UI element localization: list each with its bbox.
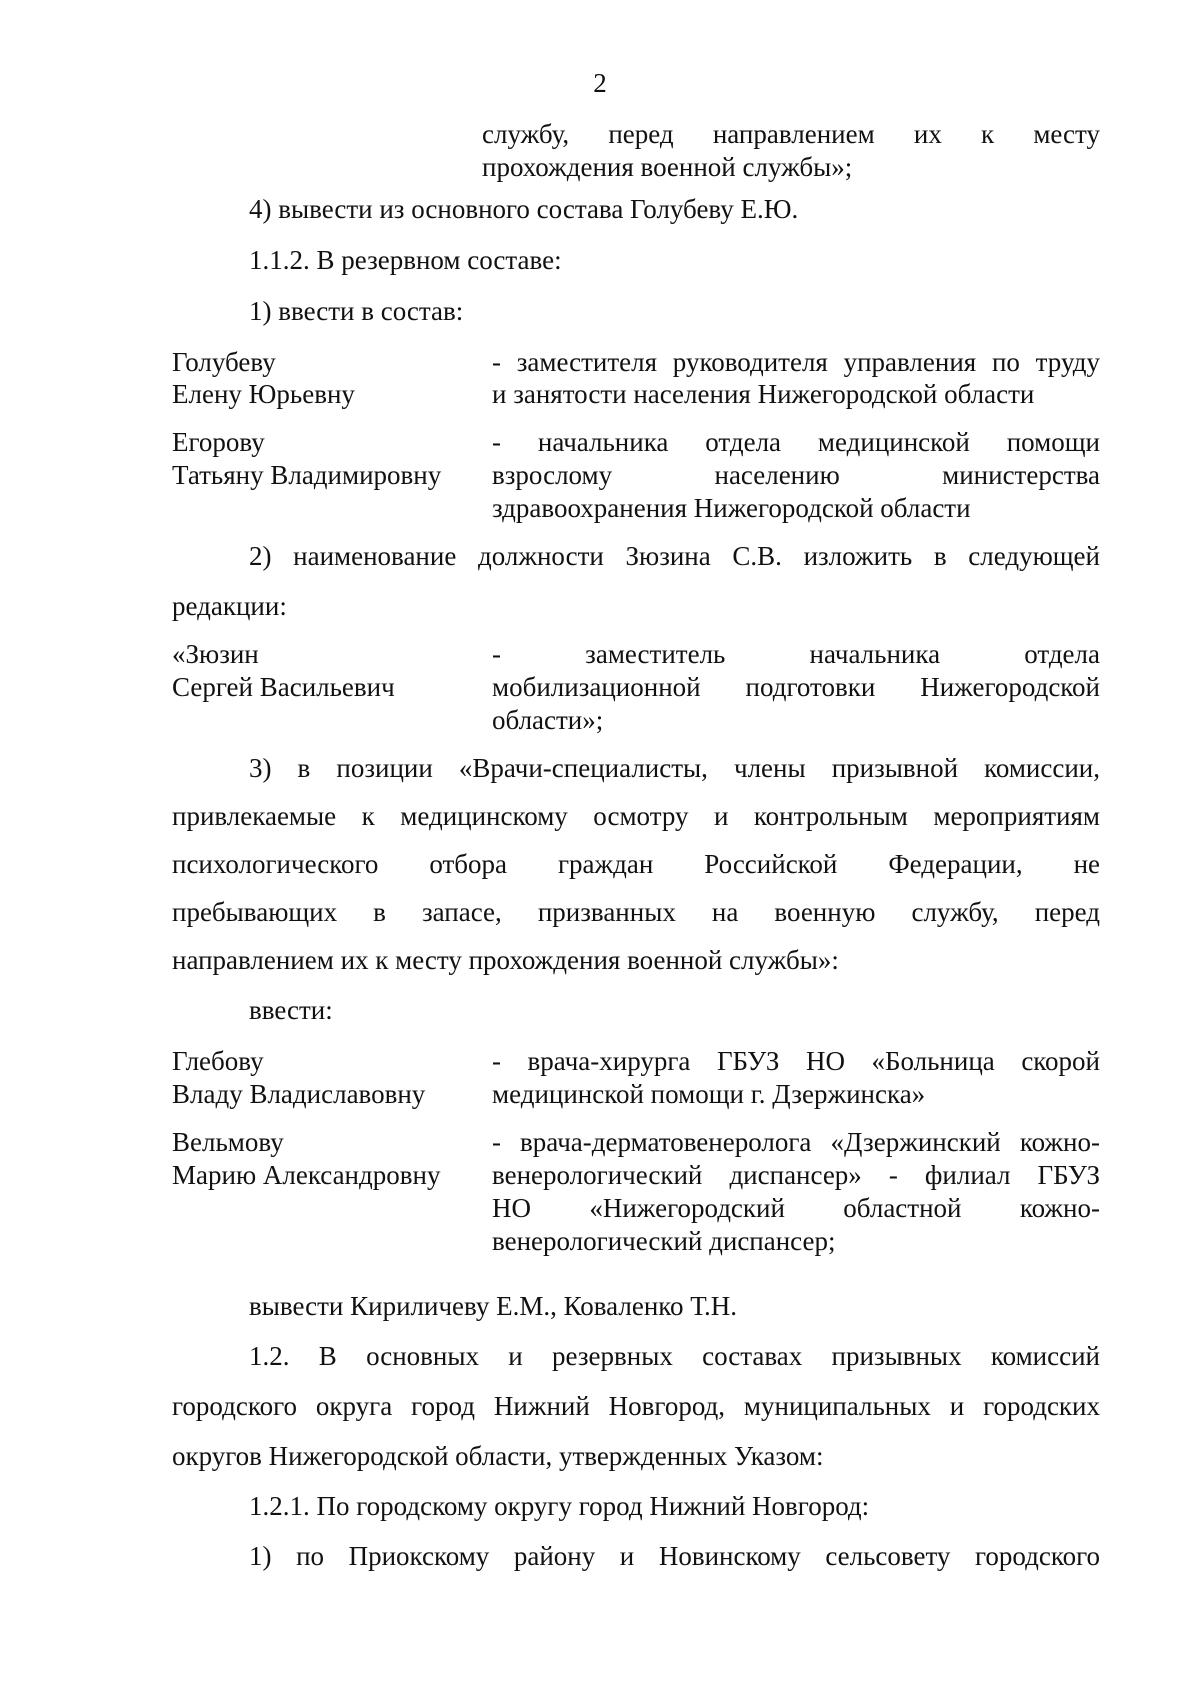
doctor-2-surname: Вельмову <box>172 1127 284 1157</box>
doctors-para-line-2: привлекаемые к медицинскому осмотру и контрольным мероприятиям <box>172 801 1100 831</box>
introduce-label: ввести: <box>249 995 333 1025</box>
doctors-para-line-5: направлением их к месту прохождения военной службы»: <box>172 945 839 975</box>
rename-member-position-line-1: - заместитель начальника отдела <box>492 639 1100 669</box>
reserve-intro: 1) ввести в состав: <box>249 296 464 326</box>
reserve-member-2-given-names: Татьяну Владимировну <box>172 460 442 490</box>
section-1-2-line-1: 1.2. В основных и резервных составах призывных комиссий <box>249 1341 1100 1371</box>
rename-member-position-line-2: мобилизационной подготовки Нижегородской <box>492 672 1100 702</box>
reserve-member-2-position-line-1: - начальника отдела медицинской помощи <box>492 427 1100 457</box>
reserve-member-1-given-names: Елену Юрьевну <box>172 379 355 409</box>
section-1-2-line-3: округов Нижегородской области, утвержденных Указом: <box>172 1441 824 1471</box>
doctor-2-position-line-4: венерологический диспансер; <box>492 1226 836 1256</box>
priokskiy-line: 1) по Приокскому району и Новинскому сельсовету городского <box>249 1541 1100 1571</box>
rename-member-surname: «Зюзин <box>172 639 259 669</box>
reserve-member-2-position-line-3: здравоохранения Нижегородской области <box>492 493 971 523</box>
doctor-2-position-line-3: НО «Нижегородский областной кожно- <box>492 1193 1100 1223</box>
rename-para-line-2: редакции: <box>172 591 287 621</box>
doctor-2-given-names: Марию Александровну <box>172 1160 441 1190</box>
remove-doctors: вывести Кириличеву Е.М., Коваленко Т.Н. <box>249 1291 738 1321</box>
tail-line-1: службу, перед направлением их к месту <box>482 119 1100 149</box>
section-1-2-1: 1.2.1. По городскому округу город Нижний Новгород: <box>249 1491 870 1521</box>
rename-member-given-names: Сергей Васильевич <box>172 672 395 702</box>
page-number: 2 <box>593 68 607 98</box>
doctors-para-line-1: 3) в позиции «Врачи-специалисты, члены призывной комиссии, <box>249 753 1100 783</box>
tail-line-2: прохождения военной службы»; <box>482 152 853 182</box>
doctor-1-position-line-1: - врача-хирурга ГБУЗ НО «Больница скорой <box>492 1046 1100 1076</box>
doctor-1-surname: Глебову <box>172 1046 264 1076</box>
rename-member-position-line-3: области»; <box>492 705 604 735</box>
reserve-member-1-position-line-2: и занятости населения Нижегородской области <box>492 379 1035 409</box>
doctor-1-given-names: Владу Владиславовну <box>172 1079 426 1109</box>
doctor-2-position-line-2: венерологический диспансер» - филиал ГБУЗ <box>492 1160 1100 1190</box>
reserve-member-1-position-line-1: - заместителя руководителя управления по труду <box>492 347 1100 377</box>
reserve-member-1-surname: Голубеву <box>172 347 276 377</box>
doctors-para-line-3: психологического отбора граждан Российской Федерации, не <box>172 849 1100 879</box>
item4-remove: 4) вывести из основного состава Голубеву Е.Ю. <box>249 194 799 224</box>
reserve-member-2-position-line-2: взрослому населению министерства <box>492 460 1100 490</box>
doctors-para-line-4: пребывающих в запасе, призванных на военную службу, перед <box>172 897 1100 927</box>
doctor-2-position-line-1: - врача-дерматовенеролога «Дзержинский кожно- <box>492 1127 1100 1157</box>
reserve-member-2-surname: Егорову <box>172 427 265 457</box>
section-1-2-line-2: городского округа город Нижний Новгород, муниципальных и городских <box>172 1391 1100 1421</box>
rename-para-line-1: 2) наименование должности Зюзина С.В. изложить в следующей <box>249 541 1100 571</box>
reserve-heading: 1.1.2. В резервном составе: <box>249 245 562 275</box>
doctor-1-position-line-2: медицинской помощи г. Дзержинска» <box>492 1079 926 1109</box>
